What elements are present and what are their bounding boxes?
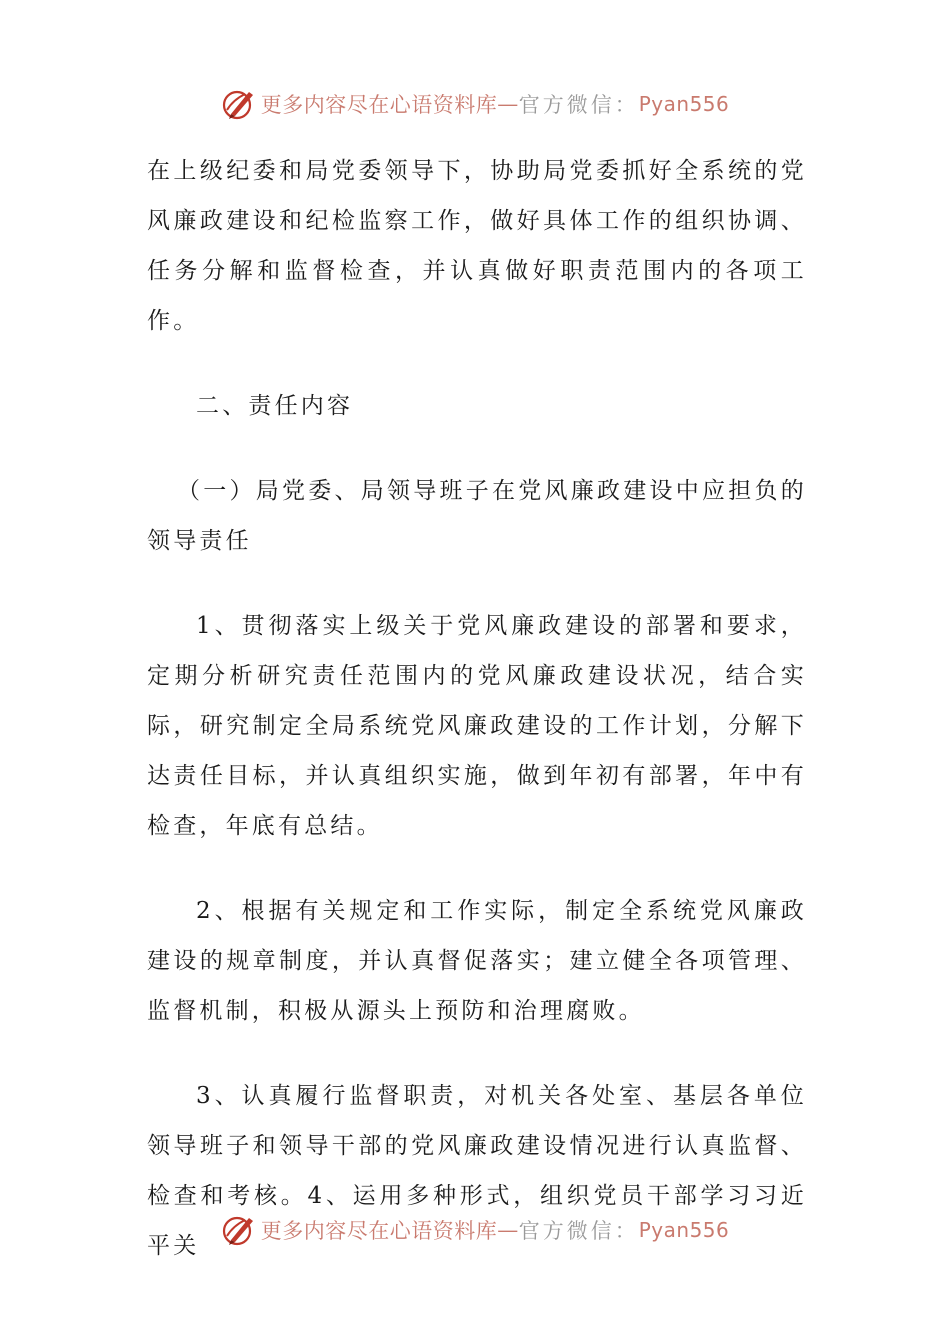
pen-logo-icon xyxy=(221,1212,257,1248)
footer-watermark xyxy=(0,1210,950,1250)
section-heading: 二、责任内容 xyxy=(196,393,354,419)
watermark-dash: — xyxy=(497,1218,519,1242)
watermark-label: 官方微信： xyxy=(518,1219,639,1243)
subsection-heading: （一）局党委、局领导班子在党风廉政建设中应担负的领导责任 xyxy=(147,478,807,554)
list-item-2: 2、根据有关规定和工作实际，制定全系统党风廉政建设的规章制度，并认真督促落实；建立健全各项管理、监督机制，积极从源头上预防和治理腐败。 xyxy=(147,898,807,1024)
watermark-dash: — xyxy=(497,92,519,116)
watermark-label: 官方微信： xyxy=(518,93,639,117)
list-item-3: 3、认真履行监督职责，对机关各处室、基层各单位领导班子和领导干部的党风廉政建设情况进行认真监督、检查和考核。4、运用多种形式，组织党员干部学习习近平关 xyxy=(147,1083,807,1259)
watermark-site: 更多内容尽在心语资料库 xyxy=(260,93,498,117)
watermark-wechat-id: Pyan556 xyxy=(638,92,730,116)
paragraph-intro: 在上级纪委和局党委领导下，协助局党委抓好全系统的党风廉政建设和纪检监察工作，做好具体工作的组织协调、任务分解和监督检查，并认真做好职责范围内的各项工作。 xyxy=(147,158,807,334)
watermark-wechat-id: Pyan556 xyxy=(638,1218,730,1242)
watermark-site: 更多内容尽在心语资料库 xyxy=(260,1219,498,1243)
list-item-1: 1、贯彻落实上级关于党风廉政建设的部署和要求，定期分析研究责任范围内的党风廉政建设状况，结合实际，研究制定全局系统党风廉政建设的工作计划，分解下达责任目标，并认真组织实施，做到年初有部署，年中有检查，年底有总结。 xyxy=(147,613,807,839)
header-watermark xyxy=(0,84,950,124)
pen-logo-icon xyxy=(221,86,257,122)
document-body xyxy=(147,146,807,1271)
